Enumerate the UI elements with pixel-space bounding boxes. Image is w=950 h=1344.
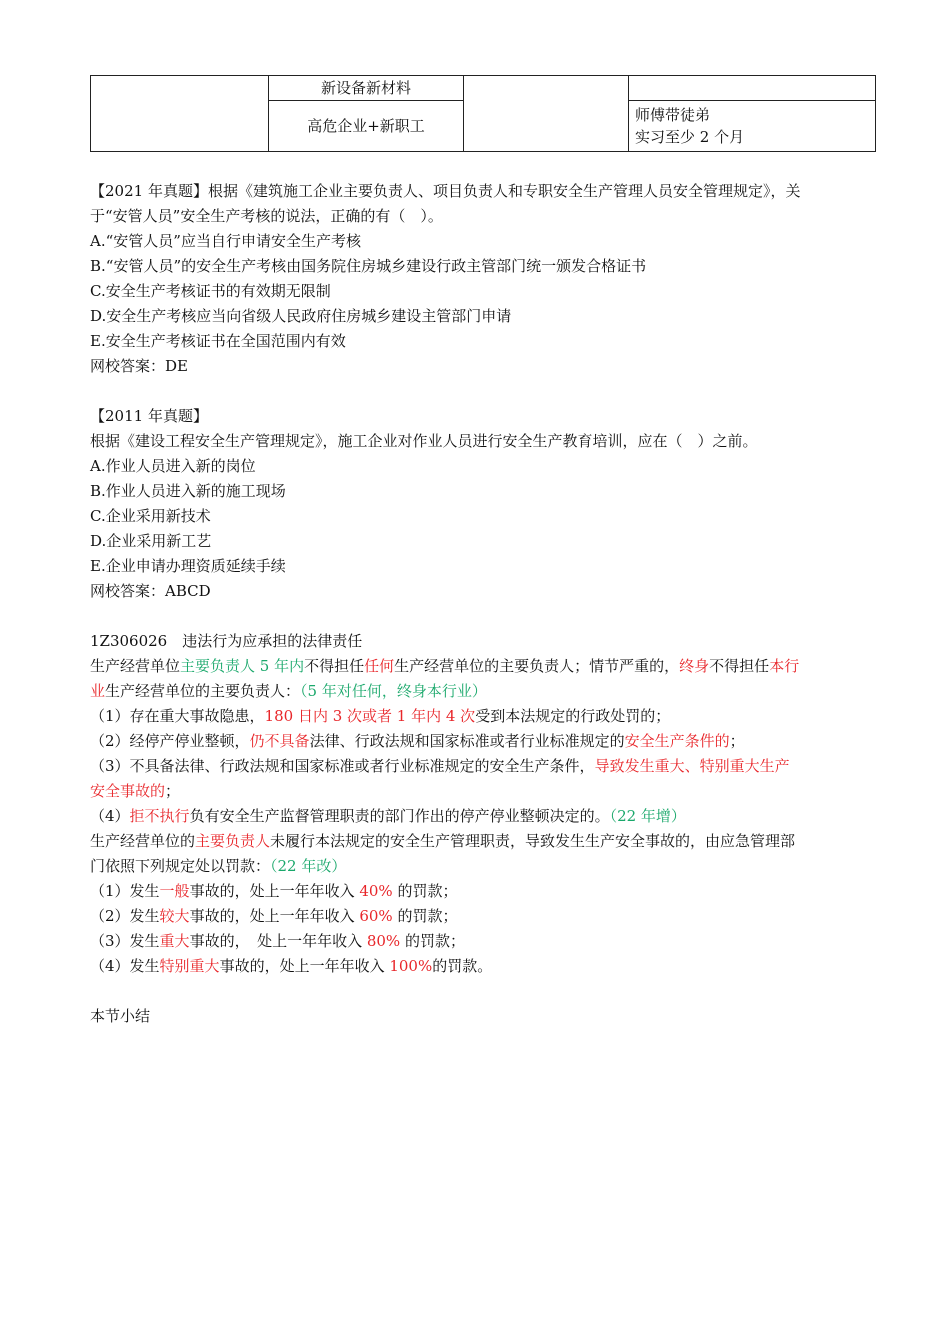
option-c: C.安全生产考核证书的有效期无限制 <box>90 282 331 300</box>
paragraph-line: 生产经营单位的主要负责人未履行本法规定的安全生产管理职责，导致发生生产安全事故的，由应急管理部 <box>90 832 796 850</box>
table-cell <box>464 76 629 152</box>
list-item: 安全事故的； <box>90 782 181 800</box>
section-heading: 1Z306026 违法行为应承担的法律责任 <box>90 632 363 650</box>
cell-line: 师傅带徒弟 <box>635 106 711 124</box>
question-stem: 【2021 年真题】根据《建筑施工企业主要负责人、项目负责人和专职安全生产管理人员安全管理规定》，关 <box>90 182 801 200</box>
fine-item: （4）发生特别重大事故的，处上一年年收入 100%的罚款。 <box>90 957 493 975</box>
question-title: 【2011 年真题】 <box>90 407 208 425</box>
table-cell: 新设备新材料 <box>269 76 464 101</box>
option-b: B.作业人员进入新的施工现场 <box>90 482 286 500</box>
table-cell <box>629 101 876 152</box>
table-cell <box>91 76 269 152</box>
paragraph-line: 生产经营单位主要负责人 5 年内不得担任任何生产经营单位的主要负责人；情节严重的，终身不得担任本行 <box>90 657 800 675</box>
option-a: A.“安管人员”应当自行申请安全生产考核 <box>90 232 361 250</box>
option-b: B.“安管人员”的安全生产考核由国务院住房城乡建设行政主管部门统一颁发合格证书 <box>90 257 647 275</box>
option-e: E.安全生产考核证书在全国范围内有效 <box>90 332 346 350</box>
table-cell: 高危企业+新职工 <box>269 101 464 152</box>
answer: 网校答案：ABCD <box>90 582 211 600</box>
table-row <box>91 76 876 101</box>
fine-item: （1）发生一般事故的，处上一年年收入 40% 的罚款； <box>90 882 458 900</box>
list-item: （3）不具备法律、行政法规和国家标准或者行业标准规定的安全生产条件，导致发生重大、特别重大生产 <box>90 757 790 775</box>
question-stem: 于“安管人员”安全生产考核的说法，正确的有（ ）。 <box>90 207 443 225</box>
summary-heading: 本节小结 <box>90 1007 151 1025</box>
cell-line: 实习至少 2 个月 <box>635 128 745 146</box>
question-stem: 根据《建设工程安全生产管理规定》，施工企业对作业人员进行安全生产教育培训，应在（ ）之前。 <box>90 432 758 450</box>
training-table <box>90 75 876 152</box>
fine-item: （2）发生较大事故的，处上一年年收入 60% 的罚款； <box>90 907 458 925</box>
option-d: D.企业采用新工艺 <box>90 532 212 550</box>
table-cell <box>629 76 876 101</box>
option-d: D.安全生产考核应当向省级人民政府住房城乡建设主管部门申请 <box>90 307 512 325</box>
question-2021 <box>90 179 880 1029</box>
answer: 网校答案：DE <box>90 357 188 375</box>
paragraph-line: 门依照下列规定处以罚款：（22 年改） <box>90 857 347 875</box>
list-item: （2）经停产停业整顿，仍不具备法律、行政法规和国家标准或者行业标准规定的安全生产条件的； <box>90 732 745 750</box>
fine-item: （3）发生重大事故的， 处上一年年收入 80% 的罚款； <box>90 932 465 950</box>
list-item: （4）拒不执行负有安全生产监督管理职责的部门作出的停产停业整顿决定的。（22 年增） <box>90 807 686 825</box>
list-item: （1）存在重大事故隐患，180 日内 3 次或者 1 年内 4 次受到本法规定的行政处罚的； <box>90 707 671 725</box>
option-e: E.企业申请办理资质延续手续 <box>90 557 286 575</box>
option-a: A.作业人员进入新的岗位 <box>90 457 256 475</box>
option-c: C.企业采用新技术 <box>90 507 211 525</box>
paragraph-line: 业生产经营单位的主要负责人：（5 年对任何，终身本行业） <box>90 682 487 700</box>
